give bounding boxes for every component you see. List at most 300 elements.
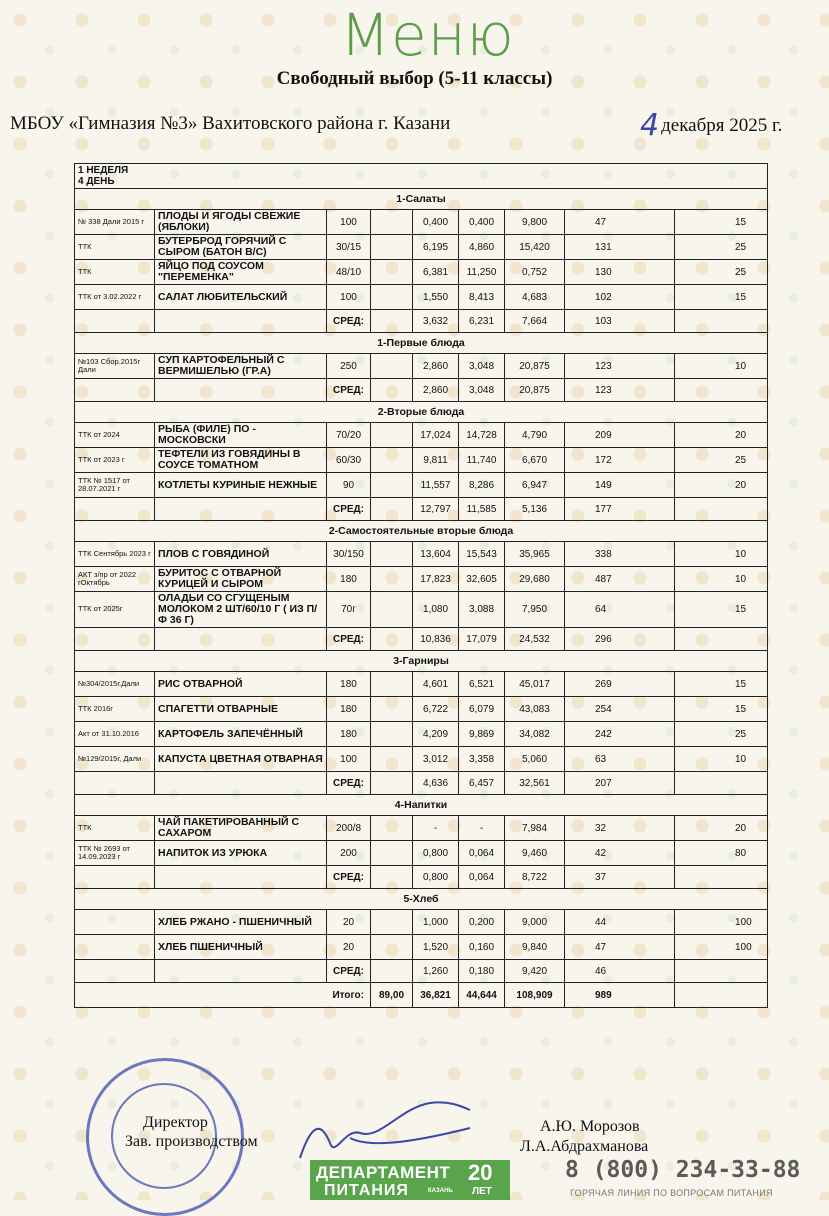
empty-cell [75, 866, 155, 889]
fat-value: 8,286 [459, 473, 505, 498]
protein-value: - [413, 816, 459, 841]
week-header-row [75, 164, 768, 189]
fat-value: 15,543 [459, 542, 505, 567]
menu-item-row [75, 448, 768, 473]
protein-value: 6,722 [413, 697, 459, 722]
protein-value: 11,557 [413, 473, 459, 498]
protein-value: 6,381 [413, 260, 459, 285]
recipe-code: ТТК [75, 235, 155, 260]
empty-cell [371, 423, 413, 448]
menu-item-row [75, 567, 768, 592]
section-title: 1-Салаты [75, 189, 768, 210]
fat-value: 32,605 [459, 567, 505, 592]
empty-cell [75, 498, 155, 521]
price-value: 10 [675, 567, 768, 592]
avg-fat: 17,079 [459, 628, 505, 651]
week-label: 1 НЕДЕЛЯ [78, 165, 129, 176]
average-row [75, 498, 768, 521]
dept-line1: ДЕПАРТАМЕНТ [316, 1163, 451, 1182]
total-kcal: 989 [565, 983, 675, 1008]
price-value: 25 [675, 260, 768, 285]
protein-value: 17,024 [413, 423, 459, 448]
average-label: СРЕД: [327, 498, 371, 521]
dish-name: СПАГЕТТИ ОТВАРНЫЕ [155, 697, 327, 722]
recipe-code: № 338 Дали 2015 г [75, 210, 155, 235]
empty-cell [371, 379, 413, 402]
empty-cell [155, 379, 327, 402]
carb-value: 20,875 [505, 354, 565, 379]
empty-cell [371, 310, 413, 333]
avg-protein: 1,260 [413, 960, 459, 983]
section-title: 3-Гарниры [75, 651, 768, 672]
dish-name: КАПУСТА ЦВЕТНАЯ ОТВАРНАЯ [155, 747, 327, 772]
empty-cell [675, 628, 768, 651]
price-value: 80 [675, 841, 768, 866]
empty-cell [371, 816, 413, 841]
empty-cell [371, 354, 413, 379]
fat-value: 14,728 [459, 423, 505, 448]
carb-value: 45,017 [505, 672, 565, 697]
section-title: 2-Самостоятельные вторые блюда [75, 521, 768, 542]
portion-weight: 200/8 [327, 816, 371, 841]
empty-cell [371, 448, 413, 473]
fat-value: 0,160 [459, 935, 505, 960]
empty-cell [371, 542, 413, 567]
section-header-row [75, 651, 768, 672]
carb-value: 7,950 [505, 592, 565, 628]
carb-value: 34,082 [505, 722, 565, 747]
price-value: 20 [675, 423, 768, 448]
avg-protein: 10,836 [413, 628, 459, 651]
protein-value: 9,811 [413, 448, 459, 473]
protein-value: 2,860 [413, 354, 459, 379]
kcal-value: 338 [565, 542, 675, 567]
protein-value: 4,209 [413, 722, 459, 747]
menu-sheet [74, 163, 767, 1008]
avg-carb: 20,875 [505, 379, 565, 402]
director-name: А.Ю. Морозов [540, 1118, 640, 1135]
carb-value: 5,060 [505, 747, 565, 772]
fat-value: 11,250 [459, 260, 505, 285]
avg-carb: 32,561 [505, 772, 565, 795]
fat-value: 8,413 [459, 285, 505, 310]
dish-name: ЯЙЦО ПОД СОУСОМ "ПЕРЕМЕНКА" [155, 260, 327, 285]
kcal-value: 269 [565, 672, 675, 697]
recipe-code: Акт от 31.10.2016 [75, 722, 155, 747]
kcal-value: 131 [565, 235, 675, 260]
dish-name: РИС ОТВАРНОЙ [155, 672, 327, 697]
section-header-row [75, 333, 768, 354]
portion-weight: 20 [327, 910, 371, 935]
recipe-code [75, 910, 155, 935]
kcal-value: 209 [565, 423, 675, 448]
fat-value: 0,400 [459, 210, 505, 235]
fat-value: 11,740 [459, 448, 505, 473]
dish-name: ПЛОВ С ГОВЯДИНОЙ [155, 542, 327, 567]
kcal-value: 123 [565, 354, 675, 379]
menu-item-row [75, 672, 768, 697]
avg-carb: 8,722 [505, 866, 565, 889]
price-value: 15 [675, 285, 768, 310]
avg-kcal: 46 [565, 960, 675, 983]
kcal-value: 172 [565, 448, 675, 473]
protein-value: 1,080 [413, 592, 459, 628]
menu-item-row [75, 816, 768, 841]
carb-value: 4,790 [505, 423, 565, 448]
kcal-value: 47 [565, 210, 675, 235]
average-row [75, 310, 768, 333]
average-label: СРЕД: [327, 772, 371, 795]
empty-cell [371, 672, 413, 697]
carb-value: 43,083 [505, 697, 565, 722]
menu-item-row [75, 910, 768, 935]
section-title: 1-Первые блюда [75, 333, 768, 354]
empty-cell [371, 628, 413, 651]
avg-protein: 0,800 [413, 866, 459, 889]
kcal-value: 47 [565, 935, 675, 960]
empty-cell [371, 910, 413, 935]
average-label: СРЕД: [327, 628, 371, 651]
empty-cell [75, 379, 155, 402]
dish-name: КАРТОФЕЛЬ ЗАПЕЧЁННЫЙ [155, 722, 327, 747]
recipe-code: №103 Сбор.2015г Дали [75, 354, 155, 379]
kcal-value: 130 [565, 260, 675, 285]
menu-item-row [75, 592, 768, 628]
fat-value: 3,048 [459, 354, 505, 379]
date-month-year: декабря 2025 г. [661, 115, 783, 136]
portion-weight: 100 [327, 747, 371, 772]
avg-fat: 6,231 [459, 310, 505, 333]
empty-cell [155, 498, 327, 521]
fat-value: 9,869 [459, 722, 505, 747]
empty-cell [675, 772, 768, 795]
kcal-value: 63 [565, 747, 675, 772]
average-label: СРЕД: [327, 310, 371, 333]
price-value: 25 [675, 722, 768, 747]
menu-item-row [75, 747, 768, 772]
price-value: 20 [675, 473, 768, 498]
avg-kcal: 103 [565, 310, 675, 333]
price-value: 20 [675, 816, 768, 841]
week-day-cell [75, 164, 768, 189]
price-value: 100 [675, 935, 768, 960]
protein-value: 1,550 [413, 285, 459, 310]
empty-cell [675, 866, 768, 889]
director-label: Директор [143, 1114, 208, 1131]
empty-cell [675, 960, 768, 983]
fat-value: 3,358 [459, 747, 505, 772]
menu-item-row [75, 841, 768, 866]
protein-value: 6,195 [413, 235, 459, 260]
recipe-code: ТТК [75, 260, 155, 285]
avg-kcal: 207 [565, 772, 675, 795]
section-title: 4-Напитки [75, 795, 768, 816]
total-protein: 36,821 [413, 983, 459, 1008]
menu-date [640, 108, 782, 143]
recipe-code: №129/2015г, Дали [75, 747, 155, 772]
portion-weight: 250 [327, 354, 371, 379]
production-label: Зав. производством [125, 1133, 258, 1150]
average-label: СРЕД: [327, 379, 371, 402]
price-value: 10 [675, 542, 768, 567]
avg-carb: 5,136 [505, 498, 565, 521]
menu-item-row [75, 354, 768, 379]
department-logo [310, 1160, 510, 1200]
carb-value: 9,800 [505, 210, 565, 235]
avg-fat: 0,064 [459, 866, 505, 889]
portion-weight: 20 [327, 935, 371, 960]
carb-value: 7,984 [505, 816, 565, 841]
protein-value: 0,800 [413, 841, 459, 866]
price-value: 15 [675, 672, 768, 697]
menu-item-row [75, 935, 768, 960]
menu-item-row [75, 285, 768, 310]
empty-cell [371, 235, 413, 260]
avg-protein: 12,797 [413, 498, 459, 521]
day-label: 4 ДЕНЬ [78, 176, 115, 187]
dish-name: ЧАЙ ПАКЕТИРОВАННЫЙ С САХАРОМ [155, 816, 327, 841]
portion-weight: 200 [327, 841, 371, 866]
dish-name: РЫБА (ФИЛЕ) ПО - МОСКОВСКИ [155, 423, 327, 448]
recipe-code: ТТК № 2693 от 14.09.2023 г [75, 841, 155, 866]
recipe-code: ТТК от 3.02.2022 г [75, 285, 155, 310]
handwritten-title: Меню [340, 1, 515, 69]
empty-cell [371, 697, 413, 722]
fat-value: 4,860 [459, 235, 505, 260]
empty-cell [155, 628, 327, 651]
empty-cell [371, 260, 413, 285]
avg-kcal: 177 [565, 498, 675, 521]
carb-value: 6,947 [505, 473, 565, 498]
average-label: СРЕД: [327, 866, 371, 889]
avg-protein: 3,632 [413, 310, 459, 333]
section-header-row [75, 189, 768, 210]
average-row [75, 960, 768, 983]
empty-cell [371, 473, 413, 498]
avg-fat: 3,048 [459, 379, 505, 402]
empty-cell [371, 866, 413, 889]
protein-value: 1,000 [413, 910, 459, 935]
avg-carb: 7,664 [505, 310, 565, 333]
kcal-value: 254 [565, 697, 675, 722]
total-sum: 89,00 [371, 983, 413, 1008]
fat-value: 6,079 [459, 697, 505, 722]
section-header-row [75, 521, 768, 542]
average-row [75, 866, 768, 889]
signature-scribble [290, 1088, 480, 1168]
recipe-code: ТТК 2016г [75, 697, 155, 722]
empty-cell [155, 310, 327, 333]
menu-item-row [75, 722, 768, 747]
kcal-value: 32 [565, 816, 675, 841]
price-value: 25 [675, 448, 768, 473]
dish-name: ОЛАДЬИ СО СГУЩЕНЫМ МОЛОКОМ 2 ШТ/60/10 Г ( ИЗ П/Ф 36 Г) [155, 592, 327, 628]
protein-value: 1,520 [413, 935, 459, 960]
avg-kcal: 123 [565, 379, 675, 402]
empty-cell [75, 772, 155, 795]
empty-cell [155, 960, 327, 983]
empty-cell [371, 210, 413, 235]
empty-cell [371, 498, 413, 521]
menu-item-row [75, 423, 768, 448]
recipe-code [75, 935, 155, 960]
carb-value: 9,000 [505, 910, 565, 935]
empty-cell [371, 567, 413, 592]
carb-value: 9,460 [505, 841, 565, 866]
average-row [75, 379, 768, 402]
portion-weight: 180 [327, 567, 371, 592]
recipe-code: ТТК [75, 816, 155, 841]
section-header-row [75, 402, 768, 423]
menu-table [74, 163, 768, 1008]
kcal-value: 149 [565, 473, 675, 498]
price-value: 15 [675, 697, 768, 722]
empty-cell [155, 772, 327, 795]
menu-item-row [75, 235, 768, 260]
carb-value: 6,670 [505, 448, 565, 473]
empty-cell [371, 960, 413, 983]
avg-protein: 4,636 [413, 772, 459, 795]
section-header-row [75, 795, 768, 816]
empty-cell [675, 379, 768, 402]
carb-value: 4,683 [505, 285, 565, 310]
section-title: 5-Хлеб [75, 889, 768, 910]
fat-value: 0,064 [459, 841, 505, 866]
avg-fat: 0,180 [459, 960, 505, 983]
recipe-code: №304/2015г.Дали [75, 672, 155, 697]
menu-item-row [75, 210, 768, 235]
menu-item-row [75, 542, 768, 567]
protein-value: 17,823 [413, 567, 459, 592]
empty-cell [371, 592, 413, 628]
school-name: МБОУ «Гимназия №3» Вахитовского района г. Казани [10, 113, 451, 134]
protein-value: 13,604 [413, 542, 459, 567]
hotline-label: ГОРЯЧАЯ ЛИНИЯ ПО ВОПРОСАМ ПИТАНИЯ [570, 1188, 773, 1198]
total-fat: 44,644 [459, 983, 505, 1008]
fat-value: - [459, 816, 505, 841]
recipe-code: ТТК от 2025г [75, 592, 155, 628]
avg-fat: 11,585 [459, 498, 505, 521]
kcal-value: 42 [565, 841, 675, 866]
recipe-code: ТТК от 2024 [75, 423, 155, 448]
fat-value: 6,521 [459, 672, 505, 697]
dish-name: БУТЕРБРОД ГОРЯЧИЙ С СЫРОМ (БАТОН В/С) [155, 235, 327, 260]
empty-cell [675, 498, 768, 521]
dish-name: БУРИТОС С ОТВАРНОЙ КУРИЦЕЙ И СЫРОМ [155, 567, 327, 592]
portion-weight: 30/150 [327, 542, 371, 567]
price-value: 100 [675, 910, 768, 935]
avg-carb: 9,420 [505, 960, 565, 983]
empty-cell [371, 722, 413, 747]
menu-item-row [75, 697, 768, 722]
portion-weight: 70г [327, 592, 371, 628]
portion-weight: 180 [327, 672, 371, 697]
average-row [75, 772, 768, 795]
dish-name: ХЛЕБ ПШЕНИЧНЫЙ [155, 935, 327, 960]
fat-value: 0,200 [459, 910, 505, 935]
portion-weight: 30/15 [327, 235, 371, 260]
carb-value: 29,680 [505, 567, 565, 592]
dish-name: ХЛЕБ РЖАНО - ПШЕНИЧНЫЙ [155, 910, 327, 935]
section-header-row [75, 889, 768, 910]
empty-cell [371, 935, 413, 960]
kcal-value: 242 [565, 722, 675, 747]
empty-cell [371, 841, 413, 866]
dept-line2: ПИТАНИЯ [324, 1182, 409, 1199]
avg-kcal: 296 [565, 628, 675, 651]
kcal-value: 102 [565, 285, 675, 310]
protein-value: 0,400 [413, 210, 459, 235]
recipe-code: ТТК № 1517 от 28.07.2021 г [75, 473, 155, 498]
price-value: 15 [675, 592, 768, 628]
empty-cell [371, 285, 413, 310]
kcal-value: 487 [565, 567, 675, 592]
portion-weight: 100 [327, 285, 371, 310]
carb-value: 9,840 [505, 935, 565, 960]
kcal-value: 44 [565, 910, 675, 935]
empty-cell [155, 866, 327, 889]
section-title: 2-Вторые блюда [75, 402, 768, 423]
price-value: 10 [675, 747, 768, 772]
avg-carb: 24,532 [505, 628, 565, 651]
recipe-code: ТТК от 2023 г [75, 448, 155, 473]
hotline-phone[interactable]: 8 (800) 234-33-88 [565, 1157, 801, 1183]
empty-cell [675, 983, 768, 1008]
avg-fat: 6,457 [459, 772, 505, 795]
recipe-code: АКТ з/пр от 2022 гОктябрь [75, 567, 155, 592]
empty-cell [75, 628, 155, 651]
carb-value: 35,965 [505, 542, 565, 567]
dish-name: КОТЛЕТЫ КУРИНЫЕ НЕЖНЫЕ [155, 473, 327, 498]
portion-weight: 100 [327, 210, 371, 235]
portion-weight: 180 [327, 697, 371, 722]
price-value: 25 [675, 235, 768, 260]
portion-weight: 90 [327, 473, 371, 498]
menu-item-row [75, 260, 768, 285]
dish-name: НАПИТОК ИЗ УРЮКА [155, 841, 327, 866]
production-name: Л.А.Абдрахманова [520, 1138, 649, 1155]
menu-subtitle: Свободный выбор (5-11 классы) [276, 68, 553, 89]
carb-value: 15,420 [505, 235, 565, 260]
handwritten-day: 4 [640, 108, 660, 143]
empty-cell [75, 960, 155, 983]
avg-kcal: 37 [565, 866, 675, 889]
price-value: 10 [675, 354, 768, 379]
total-label: Итого: [75, 983, 371, 1008]
menu-item-row [75, 473, 768, 498]
dept-years: 20 [468, 1160, 493, 1185]
average-row [75, 628, 768, 651]
portion-weight: 60/30 [327, 448, 371, 473]
carb-value: 0,752 [505, 260, 565, 285]
kcal-value: 64 [565, 592, 675, 628]
avg-protein: 2,860 [413, 379, 459, 402]
portion-weight: 70/20 [327, 423, 371, 448]
empty-cell [371, 772, 413, 795]
dept-city: КАЗАНЬ [428, 1188, 453, 1194]
protein-value: 4,601 [413, 672, 459, 697]
price-value: 15 [675, 210, 768, 235]
total-row [75, 983, 768, 1008]
dish-name: СУП КАРТОФЕЛЬНЫЙ С ВЕРМИШЕЛЬЮ (ГР.А) [155, 354, 327, 379]
empty-cell [371, 747, 413, 772]
portion-weight: 48/10 [327, 260, 371, 285]
portion-weight: 180 [327, 722, 371, 747]
dish-name: ТЕФТЕЛИ ИЗ ГОВЯДИНЫ В СОУСЕ ТОМАТНОМ [155, 448, 327, 473]
protein-value: 3,012 [413, 747, 459, 772]
dept-let: ЛЕТ [472, 1186, 492, 1197]
recipe-code: ТТК Сентябрь 2023 г [75, 542, 155, 567]
